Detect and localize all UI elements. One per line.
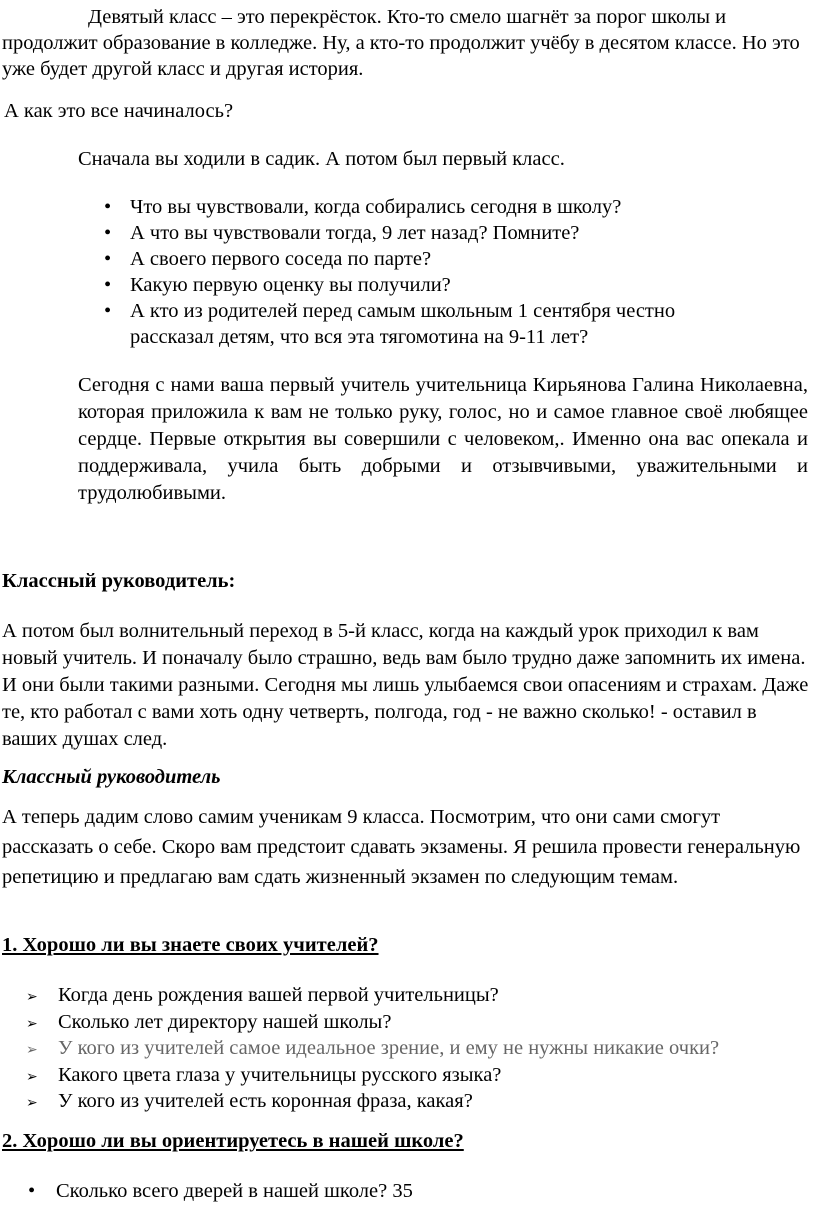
list-item: • А своего первого соседа по парте? bbox=[104, 248, 432, 270]
section-2-list bbox=[4, 1178, 804, 1204]
arrowhead-icon: ➢ bbox=[26, 1015, 38, 1032]
list-item: • А что вы чувствовали тогда, 9 лет назад? Помните? bbox=[104, 222, 580, 244]
section-2-title: 2. Хорошо ли вы ориентируетесь в нашей школе? bbox=[2, 1130, 464, 1152]
list-item: ➢ Когда день рождения вашей первой учительницы? bbox=[4, 982, 804, 1009]
list-item: ➢ У кого из учителей есть коронная фраза, какая? bbox=[4, 1088, 804, 1115]
arrowhead-icon: ➢ bbox=[26, 1095, 38, 1111]
section-1-title: 1. Хорошо ли вы знаете своих учителей? bbox=[2, 934, 379, 956]
section-1-list bbox=[4, 982, 804, 1115]
first-class-line: Сначала вы ходили в садик. А потом был первый класс. bbox=[78, 148, 565, 170]
list-item: • Какую первую оценку вы получили? bbox=[104, 274, 451, 296]
list-item: • Что вы чувствовали, когда собирались сегодня в школу? bbox=[104, 196, 622, 218]
first-teacher-paragraph: Сегодня с нами ваша первый учитель учительница Кирьянова Галина Николаевна, которая приложила к вам не только руку, голос, но и самое главное своё любящее сердце. Первые открытия вы совершили с человеком,. Именно она вас опекала и поддерживала, учила быть добрыми и отзывчивыми, уважительными и трудолюбивыми. bbox=[78, 374, 808, 504]
intro-paragraph: Девятый класс – это перекрёсток. Кто-то смело шагнёт за порог школы и продолжит образование в колледже. Ну, а кто-то продолжит учёбу в десятом классе. Но это уже будет другой класс и другая история. bbox=[2, 6, 800, 80]
feelings-question-list bbox=[78, 194, 738, 350]
bullet-icon: • bbox=[104, 196, 112, 218]
bullet-icon: • bbox=[104, 300, 112, 322]
arrowhead-icon: ➢ bbox=[26, 1042, 38, 1058]
bullet-icon: • bbox=[104, 274, 112, 296]
list-item: ➢ Сколько лет директору нашей школы? bbox=[4, 1009, 804, 1036]
arrowhead-icon: ➢ bbox=[26, 989, 38, 1005]
question-line: А как это все начиналось? bbox=[4, 100, 234, 122]
arrowhead-icon: ➢ bbox=[26, 1068, 38, 1085]
list-item: ➢ У кого из учителей самое идеальное зрение, и ему не нужны никакие очки? bbox=[4, 1035, 804, 1062]
bullet-icon: • bbox=[28, 1180, 36, 1202]
exam-paragraph: А теперь дадим слово самим ученикам 9 класса. Посмотрим, что они сами смогут рассказать о себе. Скоро вам предстоит сдавать экзамены. Я решила провести генеральную репетицию и предлагаю вам сдать жизненный экзамен по следующим темам. bbox=[2, 806, 801, 888]
bullet-icon: • bbox=[104, 248, 112, 270]
class-teacher-heading-italic: Классный руководитель bbox=[2, 766, 221, 788]
list-item: • Сколько всего дверей в нашей школе? 35 bbox=[28, 1180, 413, 1202]
list-item: ➢ Какого цвета глаза у учительницы русского языка? bbox=[4, 1062, 804, 1089]
fifth-grade-paragraph: А потом был волнительный переход в 5-й класс, когда на каждый урок приходил к вам новый учитель. И поначалу было страшно, ведь вам было трудно даже запомнить их имена. И они были такими разными. Сегодня мы лишь улыбаемся свои опасениям и страхам. Даже те, кто работал с вами хоть одну четверть, полгода, год - не важно сколько! - оставил в ваших душах след. bbox=[2, 620, 809, 750]
bullet-icon: • bbox=[104, 222, 112, 244]
list-item: • А кто из родителей перед самым школьным 1 сентября честно рассказал детям, что вся эта тягомотина на 9-11 лет? bbox=[104, 300, 676, 348]
class-teacher-heading: Классный руководитель: bbox=[2, 570, 236, 592]
